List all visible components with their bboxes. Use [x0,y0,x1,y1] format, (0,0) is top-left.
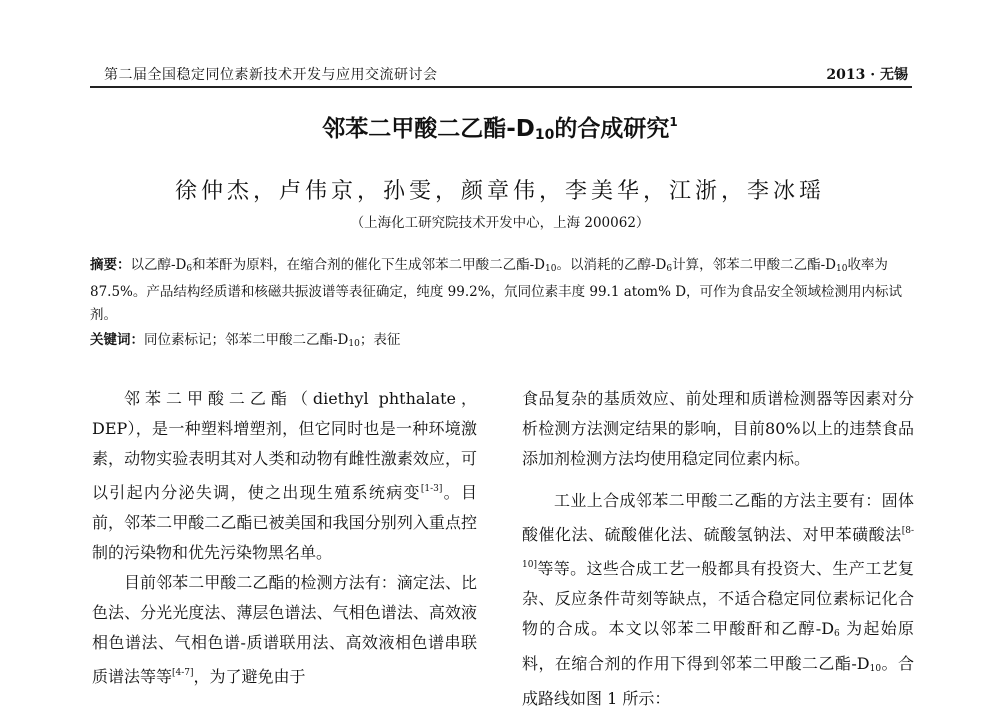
keywords-sub: 10 [348,339,360,349]
conference-year-location: 2013 · 无锡 [826,67,908,83]
right-p2-text-b: 等等。这些合成工艺一般都具有投资大、生产工艺复杂、反应条件苛刻等缺点，不适合稳定同位素标记化合物的合成。本文以邻苯二甲酸酐和乙醇-D [522,559,914,638]
affiliation: （上海化工研究院技术开发中心，上海 200062） [350,215,650,231]
right-p2-sub-2: 10 [869,664,882,674]
abstract-sub-1: 6 [186,264,193,274]
right-paragraph-2 [522,486,914,714]
right-p2-sub-1: 6 [834,629,840,639]
abstract-text-2: 和苯酐为原料，在缩合剂的催化下生成邻苯二甲酸二乙酯-D [192,257,546,273]
title-footnote-mark: 1 [669,115,678,129]
right-p2-text-a: 工业上合成邻苯二甲酸二乙酯的方法主要有：固体酸催化法、硫酸催化法、硫酸氢钠法、对甲苯磺酸法 [522,491,914,544]
paper-title [0,110,1000,143]
keywords-label: 关键词： [90,332,144,348]
left-p2-text-b: ，为了避免由于 [193,667,306,686]
citation-4-7: [4-7] [172,668,194,678]
keywords-text-2: ；表征 [359,332,401,348]
right-p2-text-d: 。合成路线如图 1 所示： [522,654,914,708]
running-header [90,58,912,88]
abstract-sub-3: 6 [666,264,673,274]
abstract-text-3: 。以消耗的乙醇-D [556,257,667,273]
keywords [90,330,912,354]
body-column-left [92,384,477,692]
abstract-text-5: 收率为 87.5%。产品结构经质谱和核磁共振波谱等表征确定，纯度 99.2%，氘同位素丰度 99.1 atom% D，可作为食品安全领域检测用内标试剂。 [90,257,903,323]
citation-8-10: [8-10] [522,526,914,570]
citation-1-3: [1-3] [420,484,443,494]
abstract-text-1: 以乙醇-D [130,257,187,273]
right-p2-text-c: 为起始原料，在缩合剂的作用下得到邻苯二甲酸二乙酯-D [522,619,914,673]
right-paragraph-1: 食品复杂的基质效应、前处理和质谱检测器等因素对分析检测方法测定结果的影响，目前80%以上的违禁食品添加剂检测方法均使用稳定同位素内标。 [522,389,914,468]
title-tail: 的合成研究 [554,116,670,142]
abstract-sub-4: 10 [835,264,848,274]
left-p1-text-b: 。目前，邻苯二甲酸二乙酯已被美国和我国分别列入重点控制的污染物和优先污染物黑名单。 [92,483,477,562]
abstract [90,254,912,327]
author-list: 徐仲杰，卢伟京，孙雯，颜章伟，李美华，江浙，李冰瑶 [174,179,825,204]
title-main: 邻苯二甲酸二乙酯-D [322,116,535,142]
left-paragraph-1 [92,384,477,568]
abstract-text-4: 计算，邻苯二甲酸二乙酯-D [672,257,836,273]
left-p2-text-a: 目前邻苯二甲酸二乙酯的检测方法有：滴定法、比色法、分光光度法、薄层色谱法、气相色谱法、高效液相色谱法、气相色谱-质谱联用法、高效液相色谱串联质谱法等等 [92,573,477,686]
left-paragraph-2 [92,568,477,692]
title-subscript: 10 [534,127,555,143]
left-p1-text-a: 邻苯二甲酸二乙酯（diethyl phthalate，DEP），是一种塑料增塑剂，但它同时也是一种环境激素，动物实验表明其对人类和动物有雌性激素效应，可以引起内分泌失调，使之出现生殖系统病变 [92,389,477,502]
keywords-text-1: 同位素标记；邻苯二甲酸二乙酯-D [144,332,349,348]
conference-name: 第二届全国稳定同位素新技术开发与应用交流研讨会 [104,67,438,83]
abstract-sub-2: 10 [545,264,557,274]
body-column-right [522,384,914,714]
abstract-label: 摘要： [90,257,131,273]
